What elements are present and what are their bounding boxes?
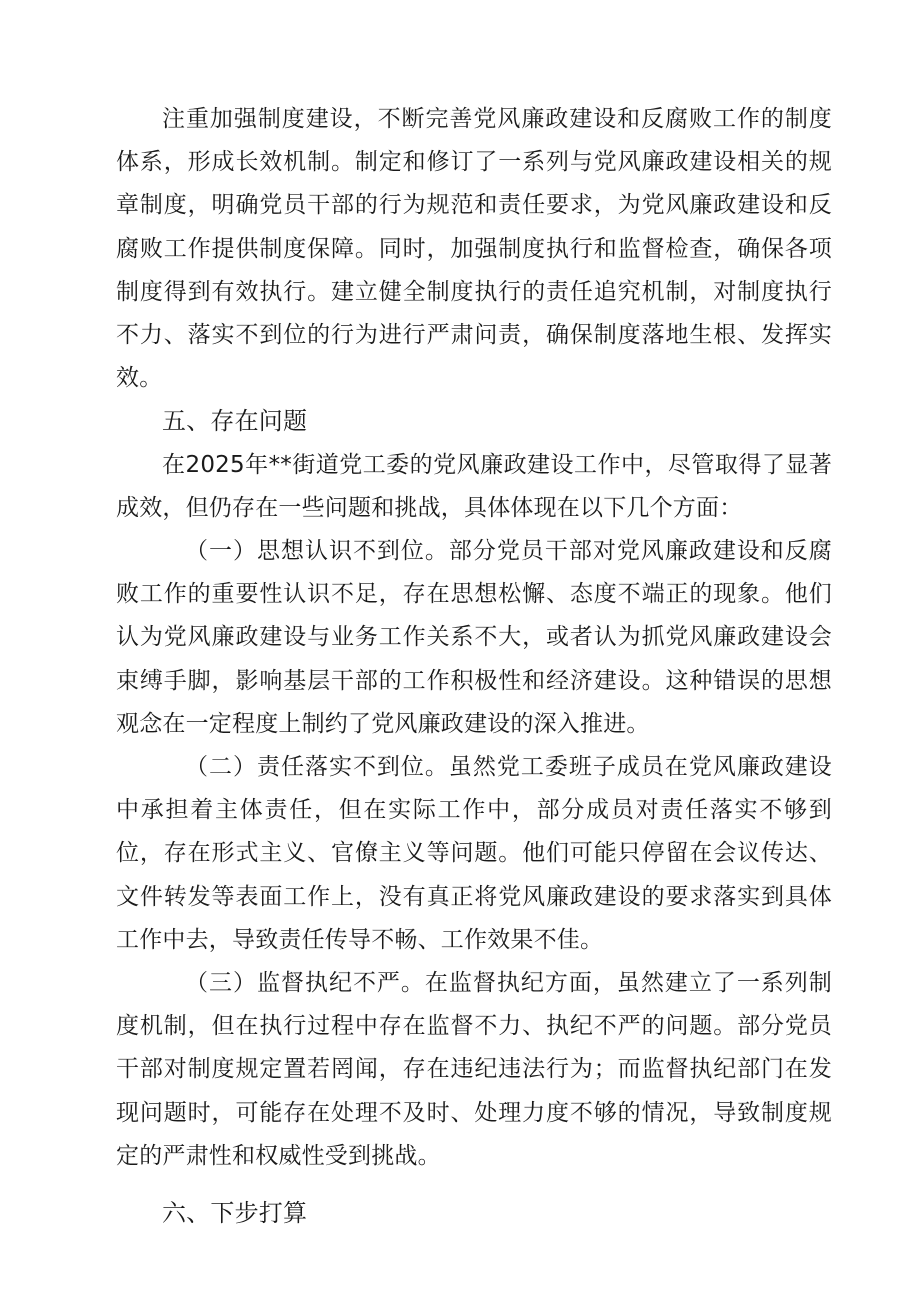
section-heading-next-steps: 六、下步打算 xyxy=(162,1199,308,1228)
document-body xyxy=(116,98,832,1235)
section-heading-existing-problems: 五、存在问题 xyxy=(162,407,308,436)
paragraph-institution-building: 注重加强制度建设，不断完善党风廉政建设和反腐败工作的制度体系，形成长效机制。制定和修订了一系列与党风廉政建设相关的规章制度，明确党员干部的行为规范和责任要求，为党风廉政建设和反腐败工作提供制度保障。同时，加强制度执行和监督检查，确保各项制度得到有效执行。建立健全制度执行的责任追究机制，对制度执行不力、落实不到位的行为进行严肃问责，确保制度落地生根、发挥实效。 xyxy=(116,106,832,392)
paragraph-problem-responsibility: （二）责任落实不到位。虽然党工委班子成员在党风廉政建设中承担着主体责任，但在实际工作中，部分成员对责任落实不够到位，存在形式主义、官僚主义等问题。他们可能只停留在会议传达、文件转发等表面工作上，没有真正将党风廉政建设的要求落实到具体工作中去，导致责任传导不畅、工作效果不佳。 xyxy=(116,754,832,953)
paragraph-problems-intro: 在2025年**街道党工委的党风廉政建设工作中，尽管取得了显著成效，但仍存在一些问题和挑战，具体体现在以下几个方面： xyxy=(116,451,832,521)
paragraph-problem-supervision: （三）监督执纪不严。在监督执纪方面，虽然建立了一系列制度机制，但在执行过程中存在监督不力、执纪不严的问题。部分党员干部对制度规定置若罔闻，存在违纪违法行为；而监督执纪部门在发现问题时，可能存在处理不及时、处理力度不够的情况，导致制度规定的严肃性和权威性受到挑战。 xyxy=(116,970,832,1169)
paragraph-problem-ideology: （一）思想认识不到位。部分党员干部对党风廉政建设和反腐败工作的重要性认识不足，存在思想松懈、态度不端正的现象。他们认为党风廉政建设与业务工作关系不大，或者认为抓党风廉政建设会束缚手脚，影响基层干部的工作积极性和经济建设。这种错误的思想观念在一定程度上制约了党风廉政建设的深入推进。 xyxy=(116,538,832,737)
